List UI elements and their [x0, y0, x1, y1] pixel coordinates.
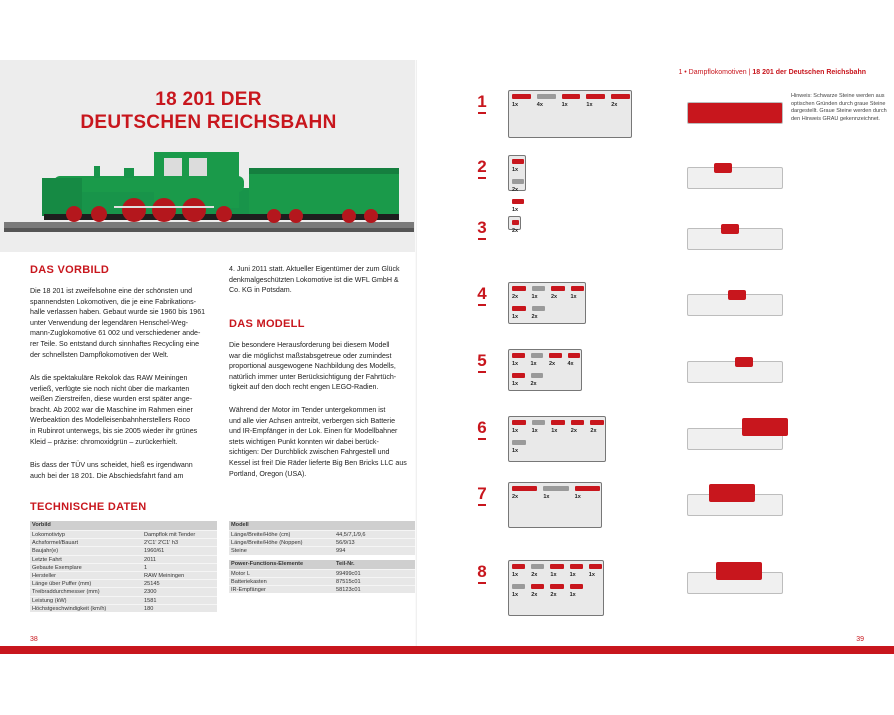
spec-key: Treibraddurchmesser (mm) — [32, 589, 100, 596]
part-quantity: 1x — [551, 428, 558, 434]
lego-part — [611, 94, 630, 99]
part-quantity: 2x — [590, 428, 597, 434]
assembly-new-parts — [728, 290, 746, 300]
spec-value: RAW Meiningen — [144, 572, 185, 579]
vorbild-spec-header: Vorbild — [30, 521, 217, 530]
part-quantity: 2x — [611, 102, 618, 108]
spec-key: Länge über Puffer (mm) — [32, 581, 92, 588]
lego-part — [589, 564, 602, 569]
vorbild-para-3: Bis dass der TÜV uns scheidet, hieß es irgendwann auch bei der 18 201. Die Abschiedsfahrt fand am — [30, 461, 193, 480]
spec-key: Gebaute Exemplare — [32, 564, 82, 571]
spec-row — [229, 569, 416, 577]
page-number-left: 38 — [30, 636, 38, 643]
book-spread — [0, 60, 894, 655]
part-quantity: 1x — [530, 361, 537, 367]
assembly-new-parts — [721, 224, 739, 234]
spec-value: 1960/61 — [144, 548, 165, 555]
spec-row — [229, 546, 416, 554]
part-quantity: 1x — [512, 361, 519, 367]
spec-row — [30, 546, 217, 554]
lego-part — [562, 94, 581, 99]
step-number-text: 4 — [477, 284, 487, 303]
title-line-1: 18 201 DER — [155, 89, 262, 110]
spec-row — [30, 596, 217, 604]
pf-header-partno: Teil-Nr. — [336, 560, 355, 567]
step-number-text: 1 — [477, 92, 487, 111]
spec-key: Steine — [231, 548, 247, 555]
part-quantity: 2x — [550, 592, 557, 598]
part-quantity: 1x — [531, 294, 538, 300]
part-quantity: 2x — [512, 494, 519, 500]
step-number — [472, 484, 492, 506]
part-quantity: 1x — [550, 572, 557, 578]
locomotive-photo — [4, 148, 414, 243]
part-quantity: 1x — [531, 428, 538, 434]
spec-key: Letzte Fahrt — [32, 556, 62, 563]
spec-value: 180 — [144, 605, 154, 612]
title-line-2: DEUTSCHEN REICHSBAHN — [80, 112, 337, 133]
lego-part — [512, 159, 524, 164]
lego-part — [568, 353, 581, 358]
assembly-new-parts — [716, 562, 762, 580]
lego-part — [512, 199, 524, 204]
header-title: 18 201 der Deutschen Reichsbahn — [752, 69, 866, 76]
assembly-new-parts — [714, 163, 732, 173]
parts-list-box — [508, 216, 521, 234]
step-number — [472, 157, 492, 179]
parts-list-box — [508, 155, 526, 213]
part-quantity: 1x — [570, 294, 577, 300]
spec-key: Höchstgeschwindigkeit (km/h) — [32, 605, 107, 612]
part-quantity: 2x — [512, 187, 519, 193]
assembly-base — [687, 167, 783, 189]
page-number-right: 39 — [856, 636, 864, 643]
spec-row — [229, 530, 416, 538]
part-quantity: 1x — [512, 102, 519, 108]
spec-key: Lokomotivtyp — [32, 532, 65, 538]
spec-key: Hersteller — [32, 572, 56, 579]
lego-part — [550, 564, 563, 569]
spec-row — [30, 563, 217, 571]
pf-header-element: Power-Functions-Elemente — [231, 560, 304, 567]
spec-key: IR-Empfänger — [231, 586, 266, 593]
lego-part — [532, 306, 546, 311]
step-number-text: 3 — [477, 218, 487, 237]
part-quantity: 1x — [512, 314, 519, 320]
step-number-text: 7 — [477, 484, 487, 503]
lego-part — [512, 420, 526, 425]
vorbild-para-1: Die 18 201 ist zweifelsohne eine der schönsten und spannendsten Lokomotiven, die je eine Fabrikations- halle verlassen haben. Gebaut wurde sie 1960 bis 1961 unter Verwendung der legendären Henschel-Weg- mann-Zuglokomotive 61 002 und verschiedener ande- rer Teile. So entstand durch sinnhaftes Recycling eine der schnellsten Dampflokomotiven der Welt. — [30, 287, 206, 359]
step-number — [472, 284, 492, 306]
header-separator: | — [748, 69, 751, 76]
spec-value: 87515c01 — [336, 578, 361, 585]
part-quantity: 1x — [512, 381, 519, 387]
part-quantity: 1x — [512, 207, 519, 213]
parts-list-box — [508, 482, 602, 528]
spec-row — [30, 530, 217, 538]
modell-para-2: Während der Motor im Tender untergekommen ist und alle vier Achsen antreibt, verbergen sich Batterie und IR-Empfänger in der Lok. Einen für Modellbahner stets wichtigen Punkt konnten wir dabei berück- sichtigen: Der Durchblick zwischen Fahrgestell und Kessel ist frei! Die Räder lieferte Big Ben Bricks LLC aus Portland, Oregon (USA). — [229, 406, 407, 478]
step-number — [472, 218, 492, 240]
assembly-new-parts — [709, 484, 755, 502]
step-number — [472, 92, 492, 114]
part-quantity: 1x — [569, 592, 576, 598]
spec-value: 2011 — [144, 556, 157, 563]
spec-value: 2'C1' 2'C1' h3 — [144, 540, 179, 547]
spec-key: Baujahr(e) — [32, 548, 59, 555]
part-quantity: 1x — [512, 592, 519, 598]
lego-part — [512, 564, 525, 569]
running-header — [678, 69, 866, 76]
lego-part — [531, 353, 544, 358]
hero-photo — [0, 60, 417, 252]
part-quantity: 2x — [570, 428, 577, 434]
lego-part — [531, 584, 544, 589]
spec-value: 994 — [336, 548, 346, 555]
step-number-text: 6 — [477, 418, 487, 437]
lego-part — [571, 420, 585, 425]
spec-value: 1 — [144, 564, 148, 571]
lego-part — [512, 306, 526, 311]
lego-part — [551, 286, 565, 291]
lego-part — [531, 373, 544, 378]
parts-list-box — [508, 90, 632, 138]
spec-key: Batteriekasten — [231, 578, 267, 585]
spec-row — [30, 587, 217, 595]
lego-part — [551, 420, 565, 425]
spec-value: 2300 — [144, 589, 157, 596]
lego-part — [550, 584, 563, 589]
lego-part — [512, 373, 525, 378]
lego-part — [512, 584, 525, 589]
part-quantity: 2x — [531, 314, 538, 320]
spec-key: Länge/Breite/Höhe (cm) — [231, 532, 291, 538]
spec-value: 44,5/7,1/9,6 — [336, 532, 366, 538]
part-quantity: 1x — [512, 448, 519, 454]
part-quantity: 1x — [543, 494, 550, 500]
spec-key: Leistung (kW) — [32, 597, 67, 604]
pf-spec-header — [229, 560, 416, 569]
lego-part — [571, 286, 585, 291]
parts-list-box — [508, 349, 582, 391]
spec-row — [229, 577, 416, 585]
spec-value: 58123c01 — [336, 586, 361, 593]
footer-red-bar — [0, 646, 894, 654]
assembly-base — [687, 102, 783, 124]
spec-row — [229, 585, 416, 593]
lego-part — [537, 94, 556, 99]
part-quantity: 1x — [574, 494, 581, 500]
parts-list-box — [508, 282, 586, 324]
modell-heading: DAS MODELL — [229, 318, 305, 330]
part-quantity: 1x — [561, 102, 568, 108]
step-number-text: 8 — [477, 562, 487, 581]
part-quantity: 2x — [530, 381, 537, 387]
part-quantity: 2x — [512, 294, 519, 300]
parts-list-box — [508, 560, 604, 616]
modell-spec-header: Modell — [229, 521, 416, 530]
left-page — [0, 60, 417, 655]
step-number-text: 5 — [477, 351, 487, 370]
lego-part — [512, 440, 526, 445]
lego-part — [512, 486, 537, 491]
spec-row — [30, 571, 217, 579]
part-quantity: 4x — [567, 361, 574, 367]
part-quantity: 1x — [569, 572, 576, 578]
spec-row — [30, 604, 217, 612]
lego-part — [512, 353, 525, 358]
lego-part — [512, 94, 531, 99]
lego-part — [512, 286, 526, 291]
spec-key: Achsformel/Bauart — [32, 540, 79, 547]
hint-text: Hinweis: Schwarze Steine werden aus optischen Gründen durch graue Steine dargestellt. Graue Steine werden durch den Hinweis GRAU gekennzeichnet. — [791, 93, 887, 122]
lego-part — [575, 486, 600, 491]
step-number-text: 2 — [477, 157, 487, 176]
lego-part — [549, 353, 562, 358]
part-quantity: 2x — [551, 294, 558, 300]
lego-part — [512, 179, 524, 184]
part-quantity: 2x — [531, 592, 538, 598]
tech-heading: TECHNISCHE DATEN — [30, 501, 147, 513]
spec-value: 25145 — [144, 581, 160, 588]
spec-row — [30, 538, 217, 546]
lego-part — [586, 94, 605, 99]
step-number — [472, 562, 492, 584]
lego-part — [590, 420, 604, 425]
spec-key: Motor L — [231, 570, 250, 577]
spec-row — [30, 579, 217, 587]
step-number — [472, 351, 492, 373]
vorbild-spec-table — [30, 521, 217, 612]
right-page — [417, 60, 894, 655]
spec-value: 1581 — [144, 597, 157, 604]
spec-row — [30, 555, 217, 563]
vorbild-heading: DAS VORBILD — [30, 264, 110, 276]
lego-part — [543, 486, 568, 491]
part-quantity: 2x — [549, 361, 556, 367]
part-quantity: 1x — [512, 167, 519, 173]
spec-key: Länge/Breite/Höhe (Noppen) — [231, 540, 303, 547]
parts-list-box — [508, 416, 606, 462]
lego-part — [532, 286, 546, 291]
vorbild-para-2: Als die spektakuläre Rekolok das RAW Meiningen verließ, verfügte sie noch nicht über die markanten weißen Zierstreifen, diese wurden erst später ange- bracht. Ab 2002 war die Maschine im Rahmen einer Werbeaktion des Modelleisenbahnherstellers Roco in Rubinrot unterwegs, bis sie 2005 wieder ihr grünes Kleid – präzise: chromoxidgrün – zurückerhielt. — [30, 374, 198, 446]
part-quantity: 1x — [586, 102, 593, 108]
spec-value: Dampflok mit Tender — [144, 532, 196, 538]
part-quantity: 2x — [531, 572, 538, 578]
assembly-new-parts — [742, 418, 788, 436]
part-quantity: 1x — [512, 572, 519, 578]
part-quantity: 1x — [512, 428, 519, 434]
spec-row — [229, 538, 416, 546]
lego-part — [570, 564, 583, 569]
lego-part — [531, 564, 544, 569]
lego-part — [512, 220, 519, 225]
modell-para-1: Die besondere Herausforderung bei diesem Modell war die möglichst maßstabsgetreue oder zumindest proportional ausgewogene Nachbildung des Modells, natürlich immer unter Berücksichtigung der Fahrtüch- tigkeit auf den doch recht engen LEGO-Radien. — [229, 341, 397, 392]
part-quantity: 4x — [536, 102, 543, 108]
assembly-new-parts — [735, 357, 753, 367]
col2-para-1: 4. Juni 2011 statt. Aktueller Eigentümer der zum Glück denkmalgeschützten Lokomotive ist die WFL GmbH & Co. KG in Potsdam. — [229, 265, 400, 295]
lego-part — [570, 584, 583, 589]
spec-value: 56/9/13 — [336, 540, 355, 547]
modell-spec-table — [229, 521, 416, 593]
part-quantity: 2x — [512, 228, 519, 234]
step-number — [472, 418, 492, 440]
part-quantity: 1x — [588, 572, 595, 578]
lego-part — [532, 420, 546, 425]
header-chapter: 1 • Dampflokomotiven — [678, 69, 747, 76]
spec-value: 99499c01 — [336, 570, 361, 577]
page-title — [0, 88, 417, 134]
